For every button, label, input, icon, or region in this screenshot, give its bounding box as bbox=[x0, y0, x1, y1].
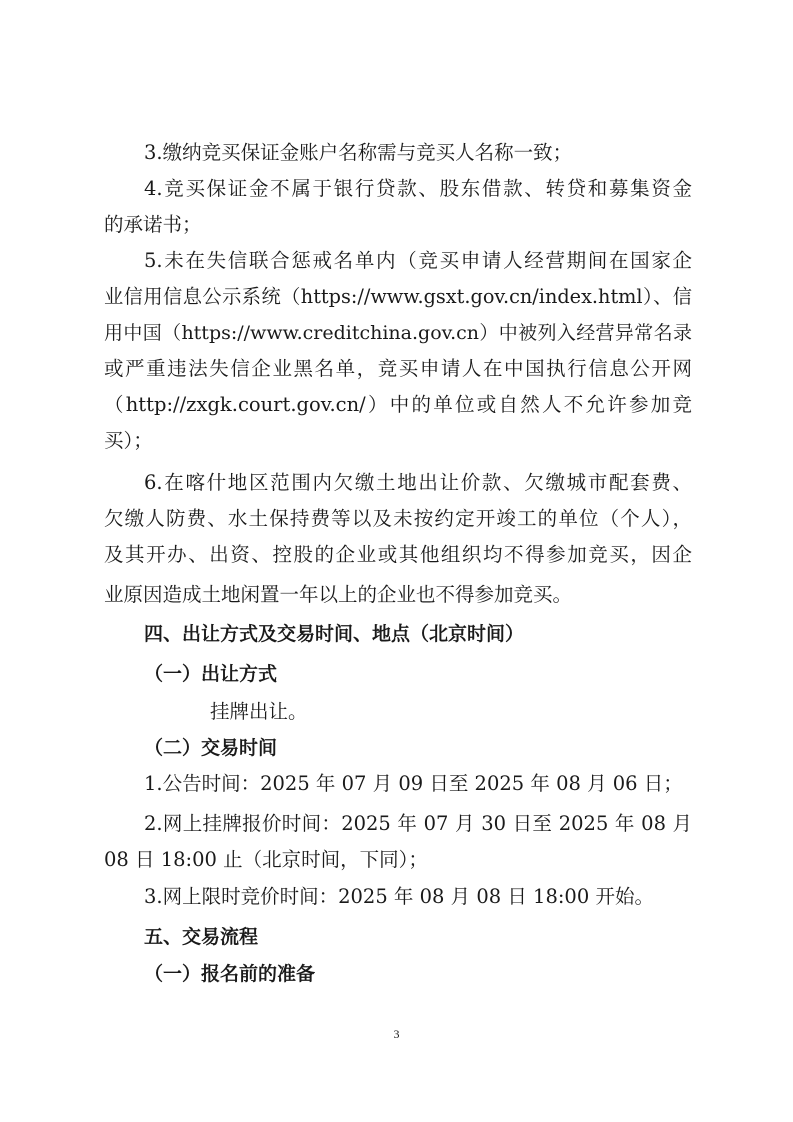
text-line: （http://zxgk.court.gov.cn/）中的单位或自然人不允许参加竞 bbox=[104, 393, 692, 416]
text-line: 挂牌出让。 bbox=[210, 700, 308, 723]
text-line: 业信用信息公示系统（https://www.gsxt.gov.cn/index.html）、信 bbox=[104, 285, 692, 308]
subsection-heading: （一）出让方式 bbox=[144, 663, 278, 685]
text-line: 用中国（https://www.creditchina.gov.cn）中被列入经营异常名录 bbox=[104, 322, 692, 344]
text-line: 6.在喀什地区范围内欠缴土地出让价款、欠缴城市配套费、 bbox=[144, 471, 692, 494]
text-line: 的承诺书； bbox=[104, 213, 202, 236]
text-line: 买）； bbox=[104, 429, 153, 452]
section-heading: 四、出让方式及交易时间、地点（北京时间） bbox=[144, 623, 525, 645]
text-line: 业原因造成土地闲置一年以上的企业也不得参加竞买。 bbox=[104, 583, 573, 606]
text-line: 欠缴人防费、水土保持费等以及未按约定开竣工的单位（个人）， bbox=[104, 507, 692, 530]
text-line: 3.缴纳竞买保证金账户名称需与竞买人名称一致； bbox=[144, 141, 573, 164]
text-line: 3.网上限时竞价时间：2025 年 08 月 08 日 18:00 开始。 bbox=[144, 885, 654, 908]
text-line: 08 日 18:00 止（北京时间，下同）； bbox=[104, 848, 428, 871]
page-number: 3 bbox=[393, 1027, 400, 1041]
section-heading: 五、交易流程 bbox=[144, 926, 259, 948]
text-line: 或严重违法失信企业黑名单，竞买申请人在中国执行信息公开网 bbox=[104, 357, 692, 380]
text-line: 5.未在失信联合惩戒名单内（竞买申请人经营期间在国家企 bbox=[144, 249, 692, 272]
text-line: 1.公告时间：2025 年 07 月 09 日至 2025 年 08 月 06 日； bbox=[144, 772, 683, 795]
text-line: 2.网上挂牌报价时间：2025 年 07 月 30 日至 2025 年 08 月 bbox=[144, 812, 692, 835]
subsection-heading: （一）报名前的准备 bbox=[144, 963, 316, 985]
text-line: 4.竞买保证金不属于银行贷款、股东借款、转贷和募集资金 bbox=[144, 177, 692, 200]
text-line: 及其开办、出资、控股的企业或其他组织均不得参加竞买，因企 bbox=[104, 543, 692, 566]
subsection-heading: （二）交易时间 bbox=[144, 737, 278, 759]
